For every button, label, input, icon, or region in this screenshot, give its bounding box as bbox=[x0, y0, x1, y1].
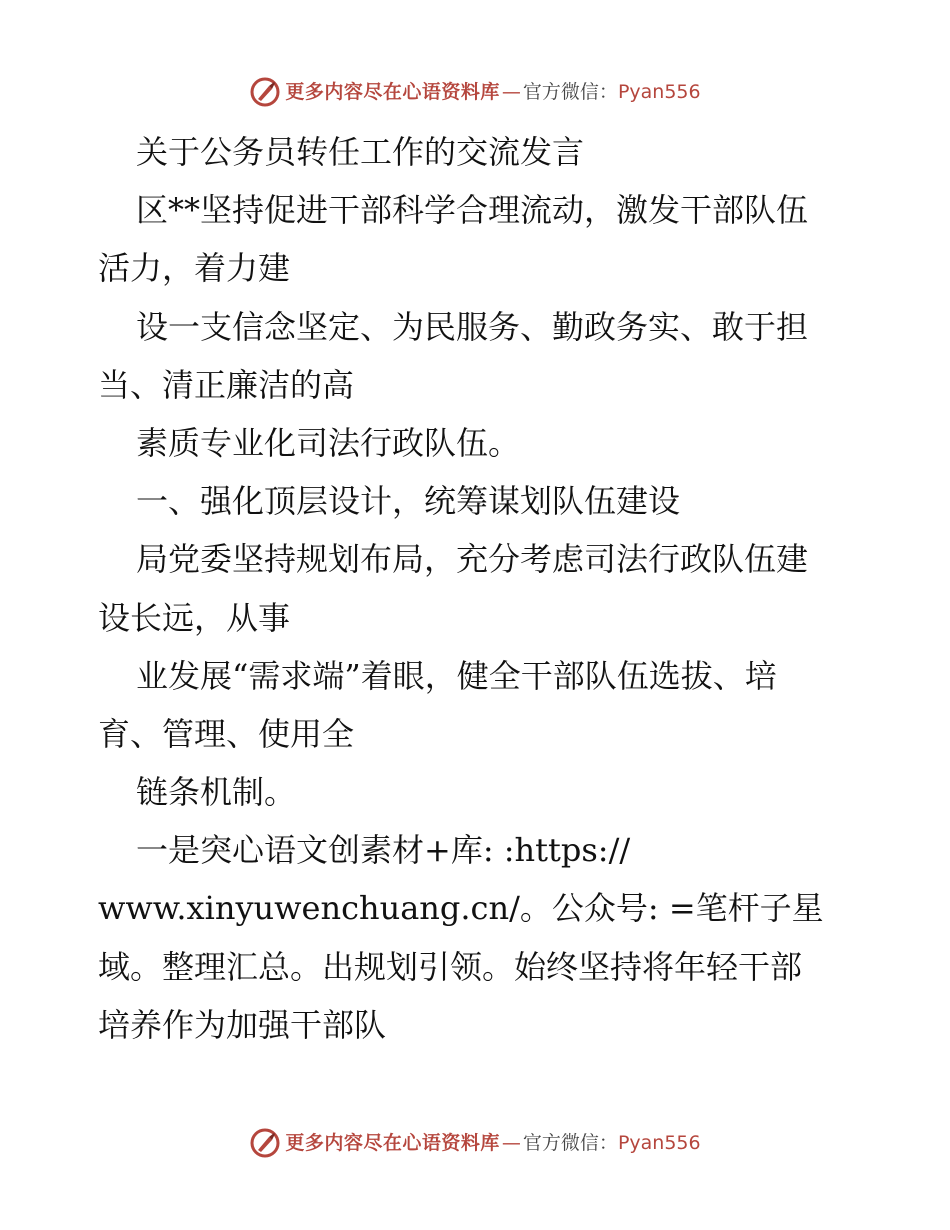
banner-official-label: 官方微信： bbox=[522, 1132, 618, 1154]
paragraph-line: 业发展“需求端”着眼，健全干部队伍选拔、培 bbox=[136, 656, 777, 695]
paragraph-line: 设一支信念坚定、为民服务、勤政务实、敢于担 bbox=[136, 307, 809, 346]
section-heading: 一、强化顶层设计，统筹谋划队伍建设 bbox=[136, 482, 681, 521]
paragraph-line: 设长远，从事 bbox=[98, 598, 291, 637]
paragraph-line: 培养作为加强干部队 bbox=[98, 1005, 387, 1044]
document-body bbox=[98, 123, 858, 1054]
banner-wechat-id: Pyan556 bbox=[617, 1132, 701, 1154]
header-banner bbox=[0, 76, 950, 108]
paragraph-line: 当、清正廉洁的高 bbox=[98, 365, 355, 404]
banner-brand-text: 更多内容尽在心语资料库 bbox=[285, 1132, 500, 1154]
paragraph-line: 育、管理、使用全 bbox=[98, 714, 355, 753]
banner-dash: — bbox=[501, 81, 521, 103]
fountain-pen-icon bbox=[249, 76, 281, 108]
document-title: 关于公务员转任工作的交流发言 bbox=[136, 133, 585, 171]
banner-official-label: 官方微信： bbox=[522, 81, 618, 103]
paragraph-line: 链条机制。 bbox=[136, 773, 297, 812]
fountain-pen-icon bbox=[249, 1127, 281, 1159]
paragraph-line: 活力，着力建 bbox=[98, 249, 291, 288]
paragraph-line: 局党委坚持规划布局，充分考虑司法行政队伍建 bbox=[136, 540, 809, 579]
paragraph-line: 素质专业化司法行政队伍。 bbox=[136, 423, 521, 462]
banner-wechat-id: Pyan556 bbox=[617, 81, 701, 103]
paragraph-line: 域。整理汇总。出规划引领。始终坚持将年轻干部 bbox=[98, 947, 803, 986]
paragraph-line: 区**坚持促进干部科学合理流动，激发干部队伍 bbox=[136, 191, 809, 230]
banner-brand-text: 更多内容尽在心语资料库 bbox=[285, 81, 500, 103]
banner-dash: — bbox=[501, 1132, 521, 1154]
paragraph-line: 一是突心语文创素材+库: :https:// bbox=[136, 831, 631, 870]
paragraph-line: www.xinyuwenchuang.cn/。公众号: =笔杆子星 bbox=[98, 889, 824, 928]
footer-banner bbox=[0, 1127, 950, 1159]
